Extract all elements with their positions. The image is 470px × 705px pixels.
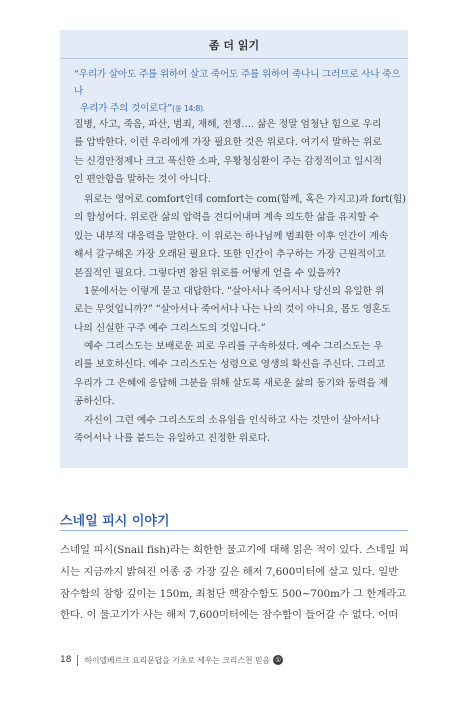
paragraph-4 xyxy=(74,338,400,412)
section-divider xyxy=(60,530,408,531)
text-line: 1문에서는 이렇게 묻고 대답한다. “살아서나 죽어서나 당신의 유일한 위 xyxy=(84,286,385,297)
text-line: 공하신다. xyxy=(74,396,115,408)
text-line: 해서 갈구해온 가장 오래된 필요다. 또한 인간이 추구하는 가장 근원적이고 xyxy=(74,249,386,261)
scripture-quote xyxy=(74,66,402,117)
quote-text: 우리가 주의 것이로다” xyxy=(80,103,173,114)
quote-reference: (롬 14:8). xyxy=(172,104,205,113)
text-line: 한다. 이 물고기가 사는 해저 7,600미터에는 잠수함이 들어갈 수 없다. 어떠 xyxy=(60,609,399,622)
paragraph-5 xyxy=(74,412,400,449)
text-line: 인 편안함을 말하는 것이 아니다. xyxy=(74,174,211,186)
text-line: 는 신경안정제나 크고 푹신한 소파, 우황청심환이 주는 감정적이고 일시적 xyxy=(74,155,383,167)
text-line: 본질적인 필요다. 그렇다면 참된 위로를 어떻게 얻을 수 있을까? xyxy=(74,267,341,279)
text-line: 잠수함의 잠항 깊이는 150m, 최첨단 핵잠수함도 500~700m가 그 한계라고 xyxy=(60,587,407,600)
footer-separator xyxy=(77,655,78,666)
text-line: 자신이 그런 예수 그리스도의 소유임을 인식하고 사는 것만이 살아서나 xyxy=(84,415,380,426)
text-line: 스네일 피시(Snail fish)라는 희한한 물고기에 대해 읽은 적이 있다. 스네일 피 xyxy=(60,544,409,556)
text-line: 예수 그리스도는 보배로운 피로 우리를 구속하셨다. 예수 그리스도는 우 xyxy=(84,341,383,352)
paragraph-3 xyxy=(74,283,400,338)
paragraph-2 xyxy=(74,191,406,283)
text-line: 나의 신실한 구주 예수 그리스도의 것입니다.” xyxy=(74,322,266,334)
text-line: 우리가 그 은혜에 응답해 그분을 위해 살도록 새로운 삶의 동기와 동력을 제 xyxy=(74,377,389,389)
paragraph-1 xyxy=(74,116,400,190)
quote-line-1: “우리가 살아도 주를 위하여 살고 죽어도 주를 위하여 죽나니 그러므로 사나 죽으나 xyxy=(74,69,401,97)
text-line: 죽어서나 나를 붙드는 유일하고 진정한 위로다. xyxy=(74,433,270,445)
page-number: 18 xyxy=(60,655,72,665)
running-title: 하이델베르크 요리문답을 기초로 세우는 크리스천 믿음 xyxy=(84,655,271,665)
text-line: 를 압박한다. 이런 우리에게 가장 필요한 것은 위로다. 여기서 말하는 위로 xyxy=(74,137,382,149)
text-line: 의 합성어다. 위로란 삶의 압력을 견디어내며 계속 의도한 삶을 유지할 수 xyxy=(74,212,379,224)
further-reading-box xyxy=(60,30,408,468)
box-divider xyxy=(60,58,408,59)
volume-badge: ① xyxy=(274,656,282,664)
box-title: 좀 더 읽기 xyxy=(208,39,260,52)
text-line: 리를 보호하신다. 예수 그리스도는 성령으로 영생의 확신을 주신다. 그리고 xyxy=(74,359,386,371)
quote-line-2 xyxy=(74,100,402,117)
text-line: 시는 지금까지 밝혀진 어종 중 가장 깊은 해저 7,600미터에 살고 있다. 일반 xyxy=(60,565,399,578)
text-line: 로는 무엇입니까?” “살아서나 죽어서나 나는 나의 것이 아니요, 몸도 영혼도 xyxy=(74,304,391,316)
text-line: 질병, 사고, 죽음, 파산, 범죄, 재해, 전쟁…. 삶은 정말 엄청난 힘으로 우리 xyxy=(74,119,382,130)
section-heading: 스네일 피시 이야기 xyxy=(60,514,170,529)
text-line: 위로는 영어로 comfort인데 comfort는 com(함께, 혹은 가지고)과 fort(힘) xyxy=(84,194,406,205)
text-line: 있는 내부적 대응력을 말한다. 이 위로는 하나님께 범죄한 이후 인간이 계속 xyxy=(74,230,389,242)
page-footer xyxy=(60,653,283,667)
section-body xyxy=(60,540,410,627)
